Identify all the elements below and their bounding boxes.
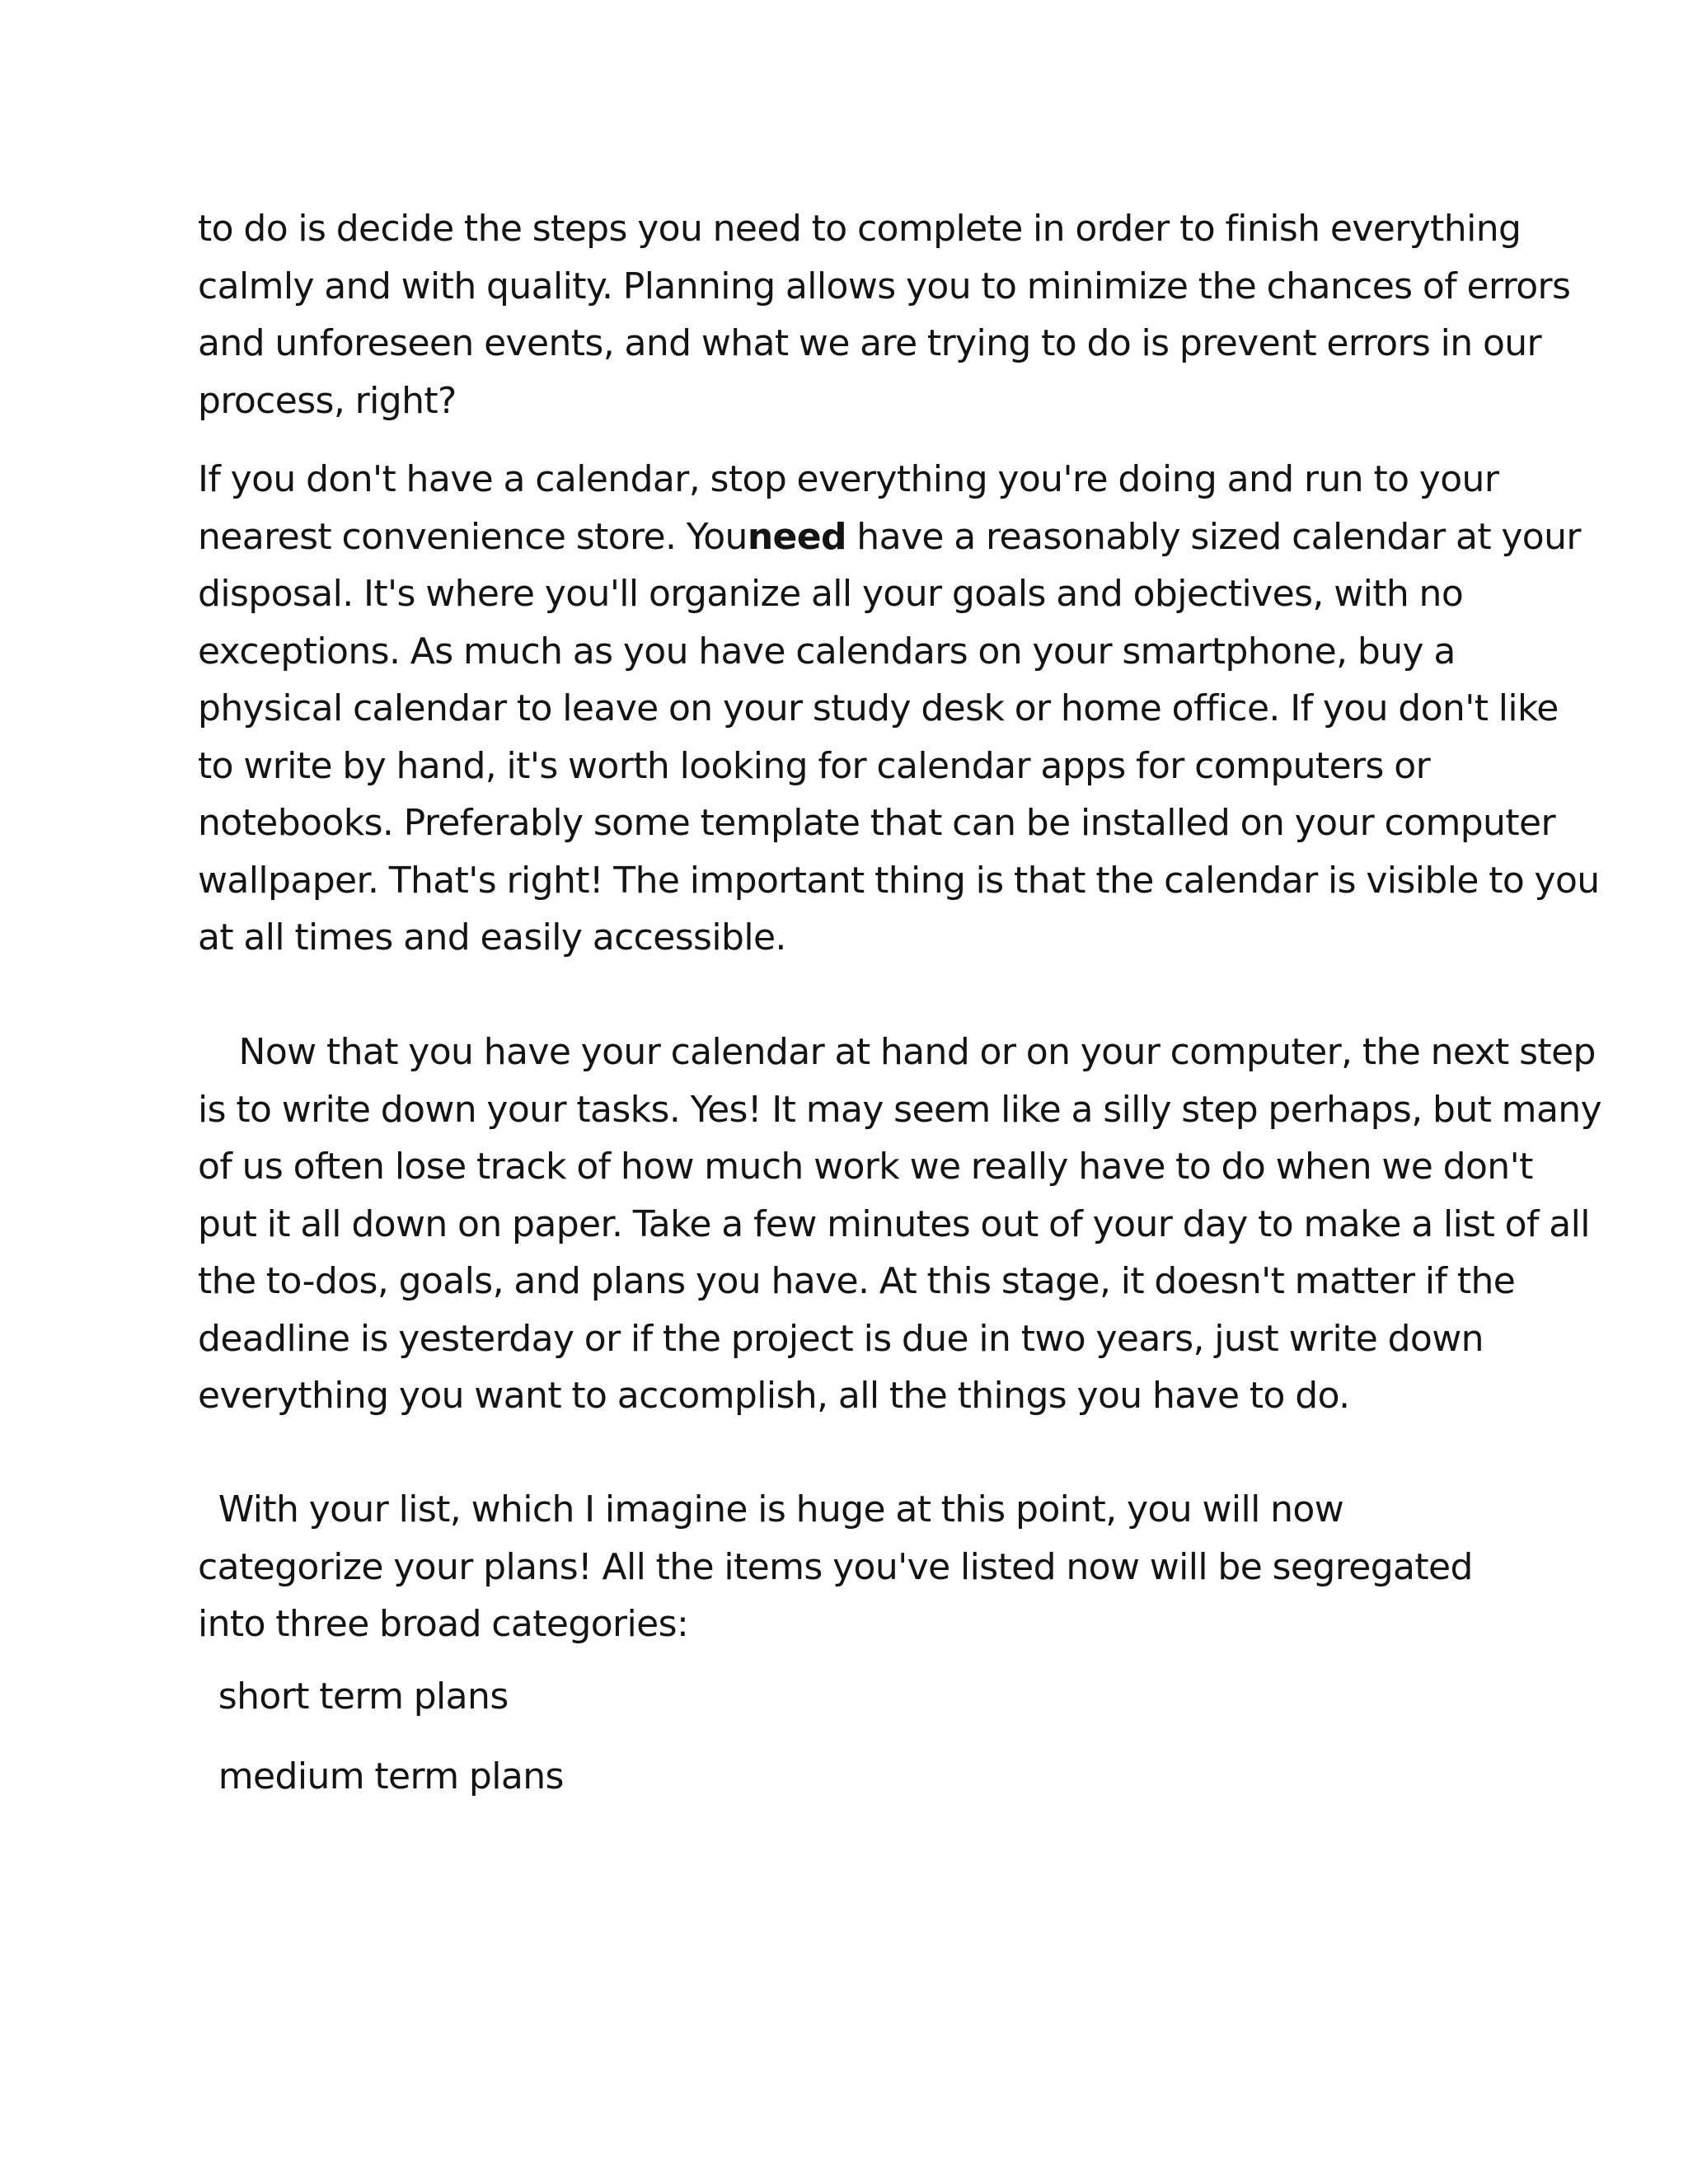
text-line: to write by hand, it's worth looking for calendar apps for computers or <box>198 744 1431 787</box>
text-line: With your list, which I imagine is huge at this point, you will now <box>198 1488 1344 1530</box>
text-segment: nearest convenience store. You <box>198 515 748 558</box>
paragraph-planning <box>198 200 1599 429</box>
text-line: deadline is yesterday or if the project is due in two years, just write down <box>198 1317 1484 1360</box>
text-line: If you don't have a calendar, stop everything you're doing and run to your <box>198 458 1499 500</box>
text-line: wallpaper. That's right! The important thing is that the calendar is visible to you <box>198 859 1600 902</box>
paragraph-categorize <box>198 1481 1599 1653</box>
text-line: categorize your plans! All the items you've listed now will be segregated <box>198 1545 1473 1588</box>
list-item <box>198 1748 1599 1806</box>
text-line: exceptions. As much as you have calendars on your smartphone, buy a <box>198 630 1456 673</box>
list-item <box>198 1668 1599 1726</box>
text-line: Now that you have your calendar at hand or on your computer, the next step <box>198 1031 1596 1073</box>
text-segment: have a reasonably sized calendar at your <box>846 515 1581 558</box>
text-line: the to-dos, goals, and plans you have. At this stage, it doesn't matter if the <box>198 1260 1516 1302</box>
text-line: disposal. It's where you'll organize all your goals and objectives, with no <box>198 573 1464 615</box>
text-line: into three broad categories: <box>198 1603 689 1645</box>
text-line: and unforeseen events, and what we are trying to do is prevent errors in our <box>198 322 1542 364</box>
text-line: of us often lose track of how much work we really have to do when we don't <box>198 1146 1533 1188</box>
list-item-text: medium term plans <box>198 1755 564 1797</box>
emphasis-text: need <box>747 515 846 558</box>
text-line: to do is decide the steps you need to complete in order to finish everything <box>198 208 1522 250</box>
text-line: process, right? <box>198 379 457 422</box>
text-line: physical calendar to leave on your study desk or home office. If you don't like <box>198 687 1559 729</box>
list-item-text: short term plans <box>198 1675 509 1718</box>
text-line: at all times and easily accessible. <box>198 916 786 958</box>
text-line: everything you want to accomplish, all the things you have to do. <box>198 1375 1350 1417</box>
paragraph-calendar <box>198 451 1599 967</box>
text-line: put it all down on paper. Take a few minutes out of your day to make a list of all <box>198 1202 1590 1245</box>
paragraph-write-tasks <box>198 1024 1602 1425</box>
text-line: notebooks. Preferably some template that can be installed on your computer <box>198 802 1555 844</box>
text-line: calmly and with quality. Planning allows you to minimize the chances of errors <box>198 265 1571 307</box>
text-line: is to write down your tasks. Yes! It may seem like a silly step perhaps, but many <box>198 1088 1602 1131</box>
text-line <box>198 509 1599 566</box>
